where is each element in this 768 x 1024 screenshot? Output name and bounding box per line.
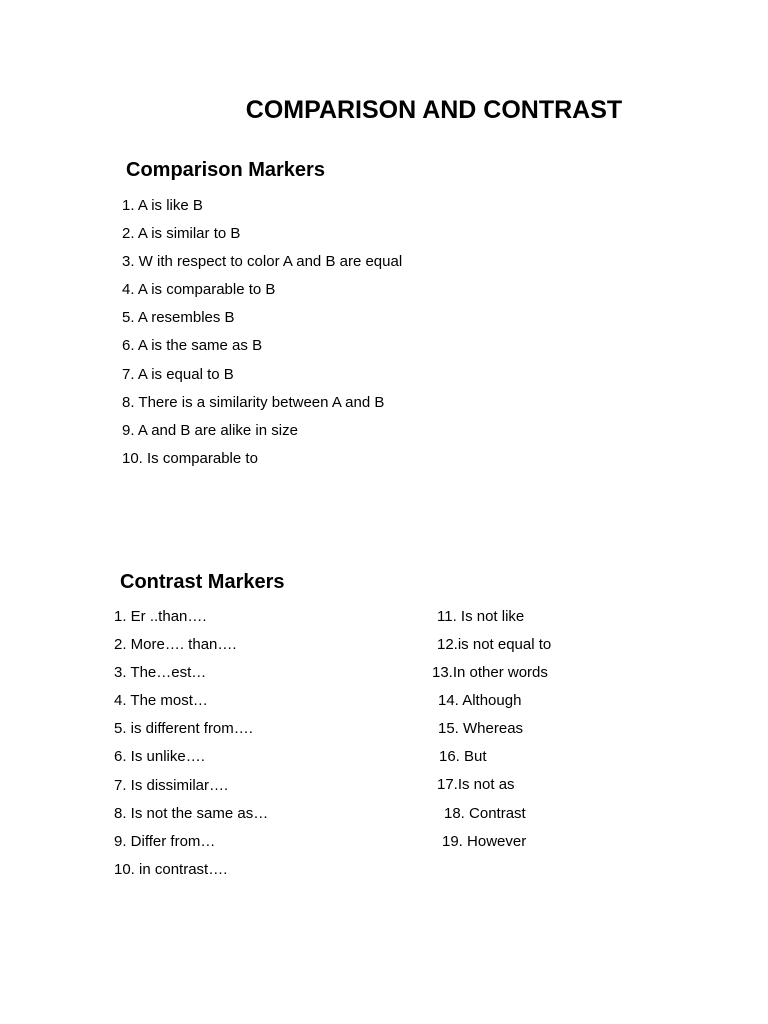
page-title: COMPARISON AND CONTRAST	[245, 96, 623, 124]
list-item: 5. A resembles B	[122, 309, 235, 327]
list-item: 9. A and B are alike in size	[122, 421, 298, 439]
list-item: 15. Whereas	[438, 720, 524, 737]
list-item: 9. Differ from…	[114, 832, 216, 850]
list-item: 7. Is dissimilar….	[114, 776, 229, 794]
list-item: 4. The most…	[114, 692, 208, 710]
list-item: 1. Er ..than….	[114, 608, 207, 625]
list-item: 6. A is the same as B	[122, 337, 263, 355]
list-item: 8. Is not the same as…	[114, 804, 269, 822]
list-item: 18. Contrast	[444, 805, 526, 822]
list-item: 3. W ith respect to color A and B are equal	[122, 253, 403, 271]
list-item: 12.is not equal to	[437, 636, 552, 653]
list-item: 6. Is unlike….	[114, 748, 205, 766]
comparison-list	[122, 196, 402, 477]
list-item: 19. However	[442, 833, 527, 850]
comparison-heading: Comparison Markers	[126, 159, 325, 181]
list-item: 10. in contrast….	[114, 860, 228, 878]
list-item: 14. Although	[438, 692, 522, 709]
list-item: 17.Is not as	[437, 776, 515, 793]
list-item: 13.In other words	[432, 664, 548, 681]
list-item: 3. The…est…	[114, 664, 207, 682]
list-item: 10. Is comparable to	[122, 449, 258, 467]
list-item: 2. A is similar to B	[122, 225, 241, 243]
list-item: 4. A is comparable to B	[122, 281, 276, 299]
list-item: 7. A is equal to B	[122, 365, 234, 383]
list-item: 8. There is a similarity between A and B	[122, 393, 385, 411]
list-item: 1. A is like B	[122, 197, 203, 214]
list-item: 5. is different from….	[114, 720, 253, 738]
list-item: 2. More…. than….	[114, 636, 237, 654]
contrast-heading: Contrast Markers	[120, 571, 285, 593]
contrast-list-right	[0, 607, 768, 887]
list-item: 16. But	[439, 748, 487, 765]
list-item: 11. Is not like	[437, 608, 525, 625]
